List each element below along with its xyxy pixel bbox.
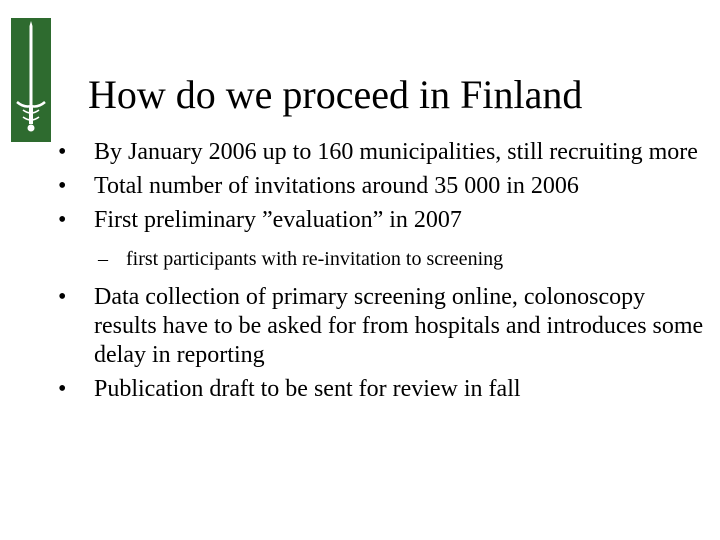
bullet-text: By January 2006 up to 160 municipalities, still recruiting more — [94, 139, 698, 165]
sub-bullet-item — [52, 247, 712, 271]
sub-bullet-marker: – — [98, 248, 108, 270]
bullet-marker: • — [58, 284, 67, 310]
bullet-text: First preliminary ”evaluation” in 2007 — [94, 207, 462, 233]
bullet-marker: • — [58, 207, 67, 233]
sword-emblem-icon — [11, 18, 51, 142]
slide-title: How do we proceed in Finland — [88, 72, 583, 117]
bullet-marker: • — [58, 173, 67, 199]
bullet-item — [52, 206, 712, 235]
bullet-text: Total number of invitations around 35 000 in 2006 — [94, 173, 579, 199]
sub-bullet-text: first participants with re-invitation to screening — [126, 248, 504, 270]
sword-emblem-logo — [11, 18, 51, 142]
bullet-text: Data collection of primary screening online, colonoscopy results have to be asked for from hospitals and introduces some delay in reporting — [94, 284, 704, 368]
bullet-item — [52, 283, 712, 370]
bullet-text: Publication draft to be sent for review in fall — [94, 376, 521, 402]
bullet-item — [52, 172, 712, 201]
bullet-list — [52, 138, 712, 409]
bullet-marker: • — [58, 139, 67, 165]
bullet-marker: • — [58, 376, 67, 402]
bullet-item — [52, 375, 712, 404]
bullet-item — [52, 138, 712, 167]
